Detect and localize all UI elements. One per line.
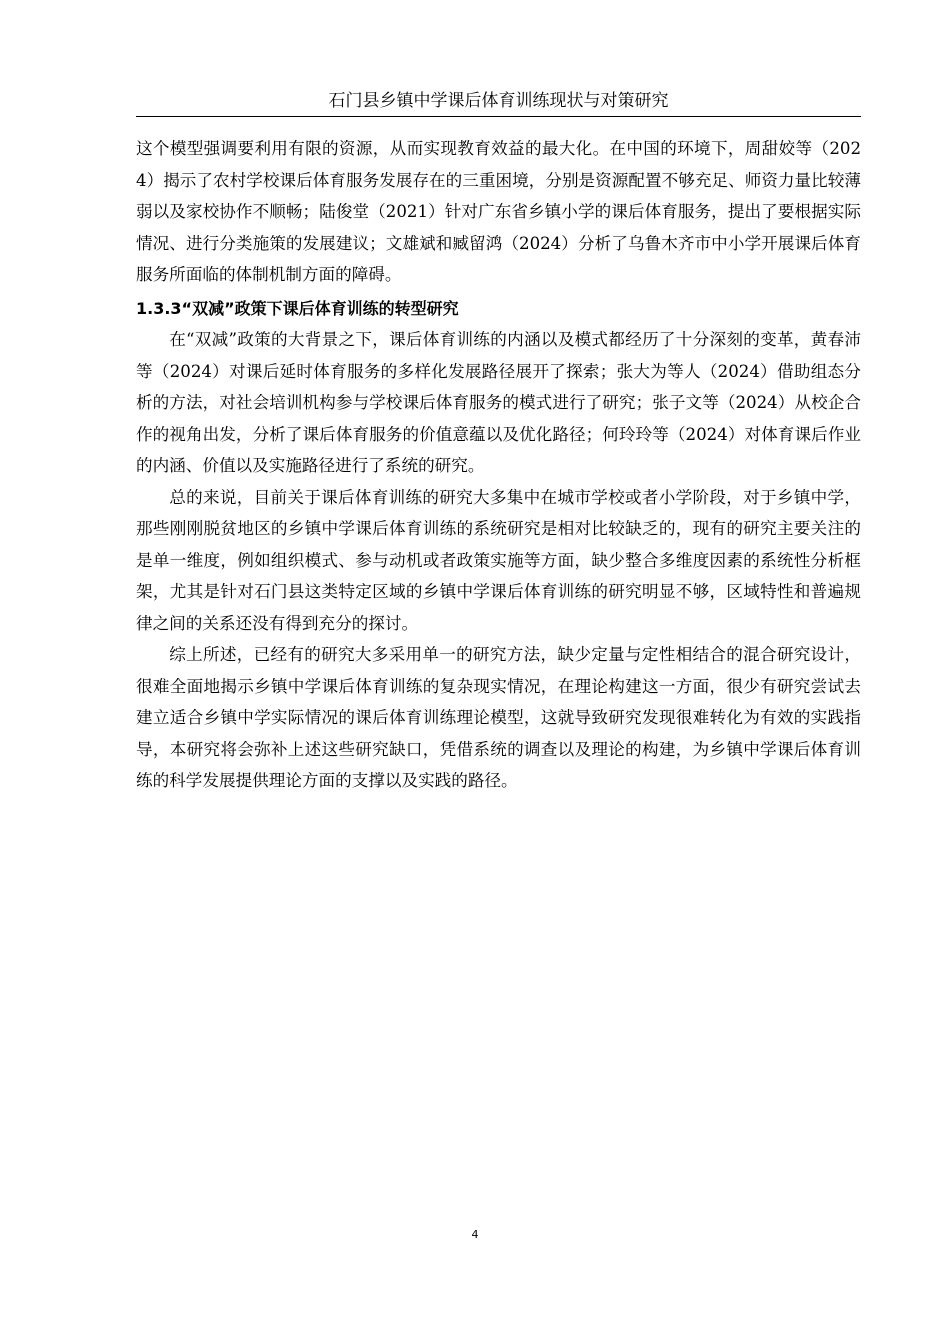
paragraph-double-reduction: 在“双减”政策的大背景之下，课后体育训练的内涵以及模式都经历了十分深刻的变革，黄春沛等（2024）对课后延时体育服务的多样化发展路径展开了探索；张大为等人（2024）借助组态分析的方法，对社会培训机构参与学校课后体育服务的模式进行了研究；张子文等（2024）从校企合作的视角出发，分析了课后体育服务的价值意蕴以及优化路径；何玲玲等（2024）对体育课后作业的内涵、价值以及实施路径进行了系统的研究。 bbox=[136, 330, 861, 475]
page-header bbox=[136, 88, 861, 117]
paragraph-continued: 这个模型强调要利用有限的资源，从而实现教育效益的最大化。在中国的环境下，周甜姣等（2024）揭示了农村学校课后体育服务发展存在的三重困境，分别是资源配置不够充足、师资力量比较薄弱以及家校协作不顺畅；陆俊堂（2021）针对广东省乡镇小学的课后体育服务，提出了要根据实际情况、进行分类施策的发展建议；文雄斌和臧留鸿（2024）分析了乌鲁木齐市中小学开展课后体育服务所面临的体制机制方面的障碍。 bbox=[136, 139, 861, 284]
header-title: 石门县乡镇中学课后体育训练现状与对策研究 bbox=[328, 91, 669, 111]
paragraph-summary: 总的来说，目前关于课后体育训练的研究大多集中在城市学校或者小学阶段，对于乡镇中学，那些刚刚脱贫地区的乡镇中学课后体育训练的系统研究是相对比较缺乏的，现有的研究主要关注的是单一维度，例如组织模式、参与动机或者政策实施等方面，缺少整合多维度因素的系统性分析框架，尤其是针对石门县这类特定区域的乡镇中学课后体育训练的研究明显不够，区域特性和普遍规律之间的关系还没有得到充分的探讨。 bbox=[136, 487, 861, 633]
section-heading: 1.3.3“双减”政策下课后体育训练的转型研究 bbox=[136, 298, 459, 318]
document-body bbox=[136, 133, 861, 797]
paragraph-conclusion: 综上所述，已经有的研究大多采用单一的研究方法，缺少定量与定性相结合的混合研究设计，很难全面地揭示乡镇中学课后体育训练的复杂现实情况，在理论构建这一方面，很少有研究尝试去建立适合乡镇中学实际情况的课后体育训练理论模型，这就导致研究发现很难转化为有效的实践指导，本研究将会弥补上述这些研究缺口，凭借系统的调查以及理论的构建，为乡镇中学课后体育训练的科学发展提供理论方面的支撑以及实践的路径。 bbox=[136, 645, 861, 790]
page-number: 4 bbox=[471, 1228, 479, 1241]
